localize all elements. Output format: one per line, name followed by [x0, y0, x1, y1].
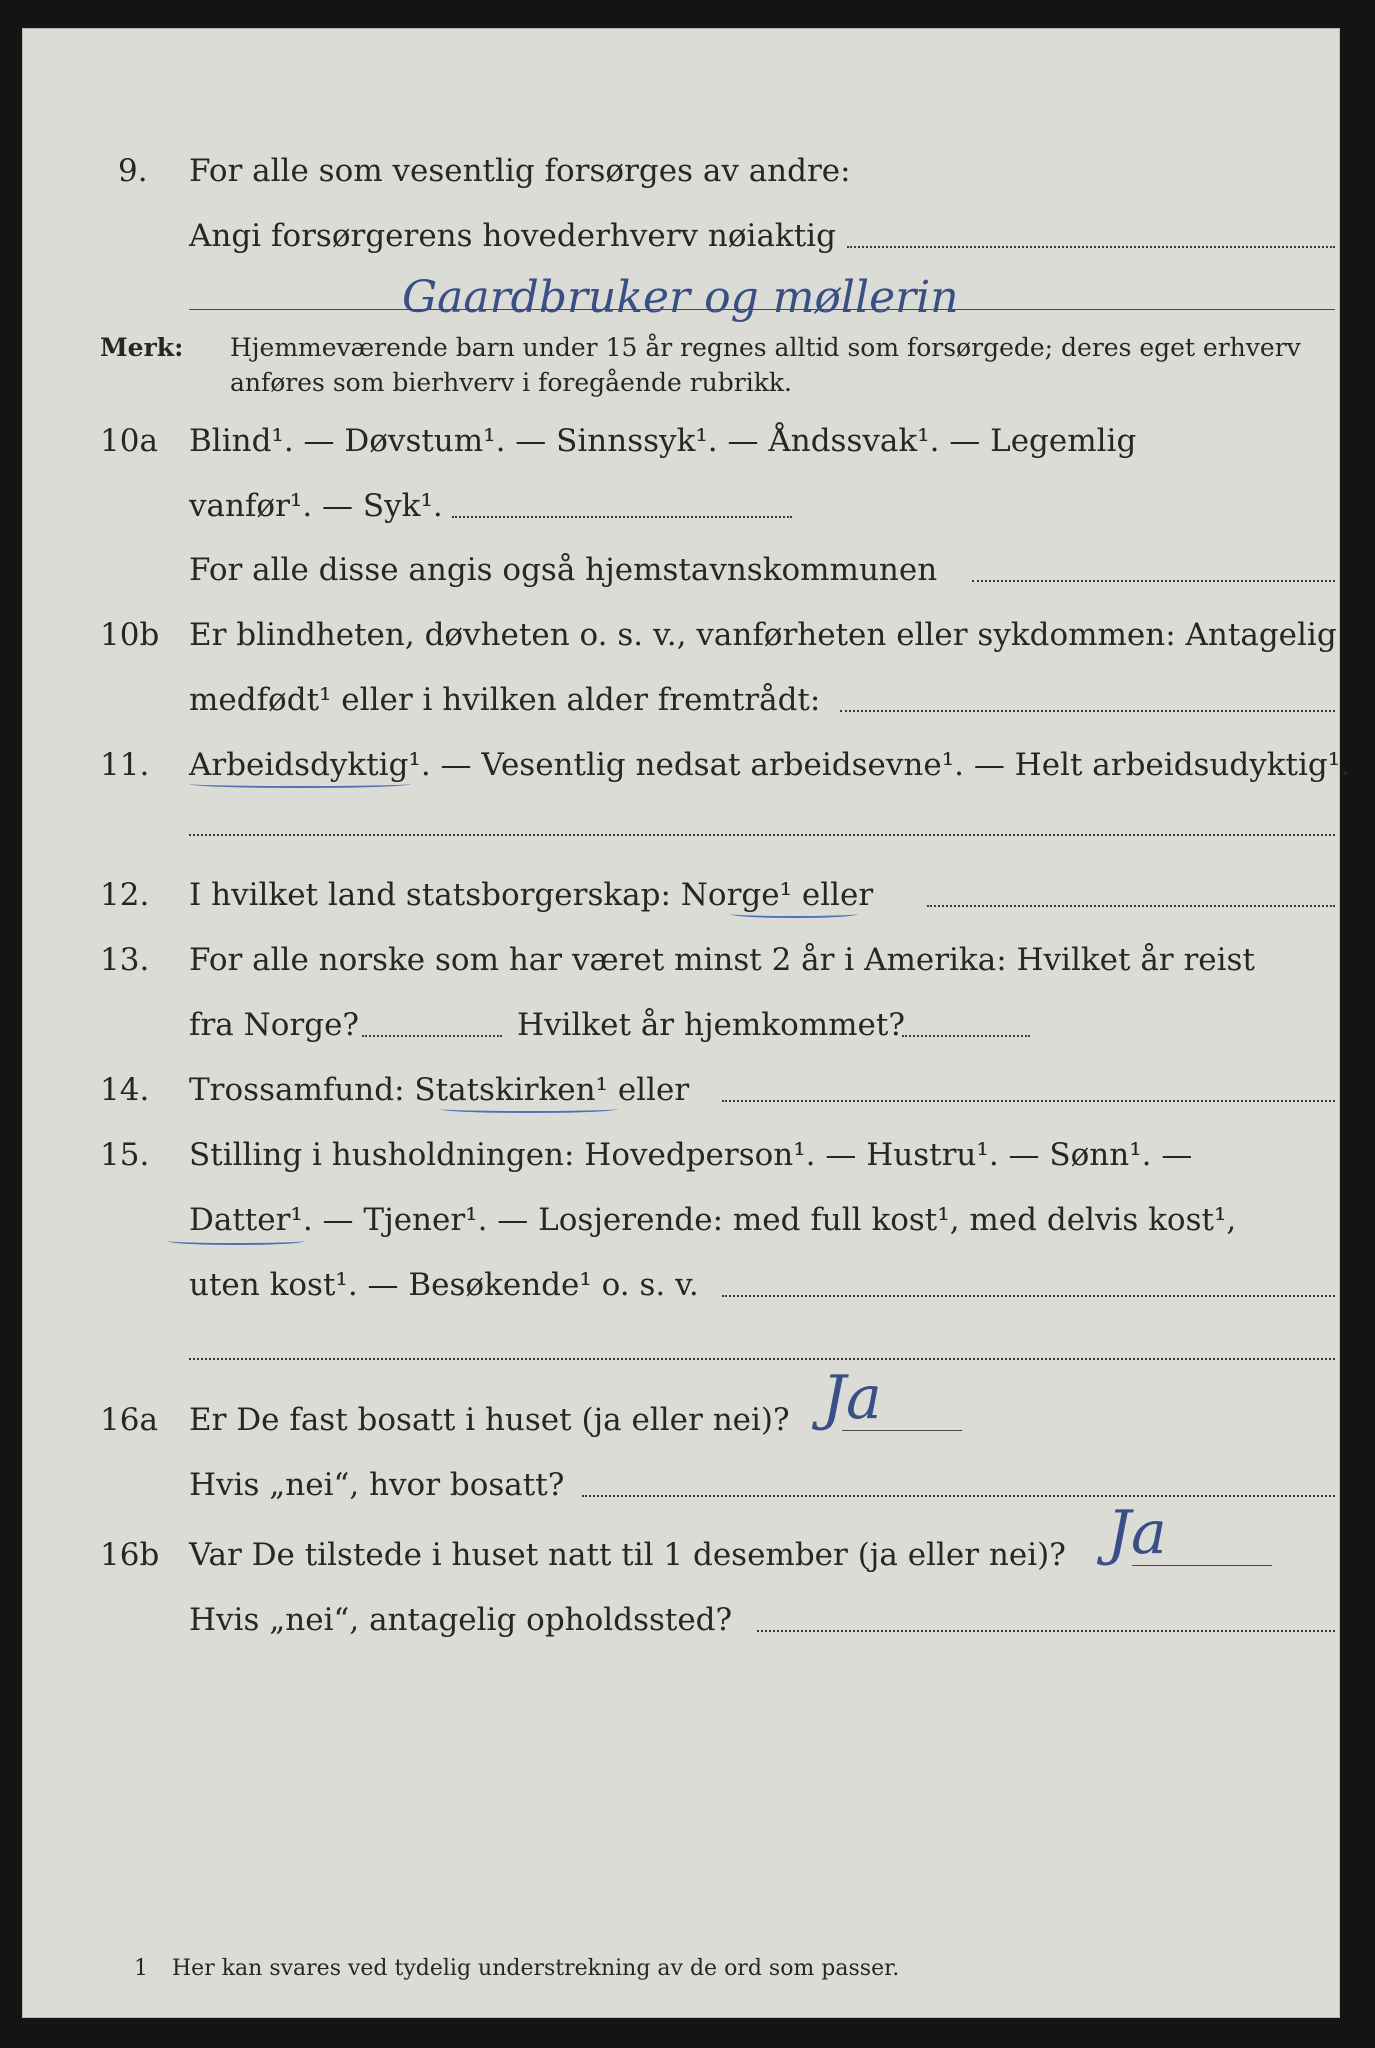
footnote-text: Her kan svares ved tydelig understrekning av de ord som passer. — [172, 1956, 900, 1981]
answer-dotted-line — [847, 246, 1335, 248]
q12-number: 12. — [100, 877, 150, 913]
arbeidsdyktig-underline — [189, 780, 411, 788]
census-form-page — [22, 28, 1351, 2018]
q12-line1: I hvilket land statsborgerskap: Norge¹ eller — [189, 877, 874, 913]
answer-dotted-line — [722, 1100, 1335, 1102]
q9-question: For alle som vesentlig forsørges av andre: — [189, 153, 851, 189]
merk-label: Merk: — [100, 333, 184, 362]
answer-dotted-line — [927, 905, 1335, 907]
merk-note-line2: anføres som bierhverv i foregående rubrikk. — [230, 368, 792, 397]
q16a-line1: Er De fast bosatt i huset (ja eller nei)? — [189, 1402, 790, 1438]
answer-line — [842, 1430, 962, 1431]
q10a-number: 10a — [100, 423, 158, 459]
q14-line1: Trossamfund: Statskirken¹ eller — [189, 1072, 690, 1108]
q10a-line3: For alle disse angis også hjemstavnskommunen — [189, 552, 938, 588]
answer-dotted-line — [362, 1035, 502, 1037]
q16b-line1: Var De tilstede i huset natt til 1 desember (ja eller nei)? — [189, 1537, 1066, 1573]
q16a-handwritten-answer: Ja — [822, 1363, 882, 1433]
answer-dotted-line — [902, 1035, 1030, 1037]
q9-question-line2: Angi forsørgerens hovederhverv nøiaktig — [189, 218, 836, 254]
answer-dotted-line — [972, 580, 1335, 582]
q16b-handwritten-answer: Ja — [1107, 1498, 1167, 1568]
answer-line — [189, 309, 1335, 310]
q13-line1: For alle norske som har været minst 2 år i Amerika: Hvilket år reist — [189, 942, 1255, 978]
q16a-number: 16a — [100, 1402, 158, 1438]
q13-line2b: Hvilket år hjemkommet? — [517, 1007, 905, 1043]
q15-line3: uten kost¹. — Besøkende¹ o. s. v. — [189, 1267, 699, 1303]
q11-line1: Arbeidsdyktig¹. — Vesentlig nedsat arbeidsevne¹. — Helt arbeidsudyktig¹. — [189, 747, 1351, 783]
q16b-number: 16b — [100, 1537, 160, 1573]
q9-number: 9. — [118, 153, 148, 189]
answer-dotted-line — [757, 1630, 1335, 1632]
answer-dotted-line — [722, 1295, 1335, 1297]
footnote-mark: 1 — [134, 1956, 148, 1981]
q10b-line1: Er blindheten, døvheten o. s. v., vanførheten eller sykdommen: Antagelig — [189, 617, 1337, 653]
q15-line1: Stilling i husholdningen: Hovedperson¹. — Hustru¹. — Sønn¹. — — [189, 1137, 1193, 1173]
q10a-line2: vanfør¹. — Syk¹. — [189, 488, 443, 524]
answer-dotted-line — [840, 710, 1335, 712]
answer-dotted-line — [452, 516, 792, 518]
q10a-line1: Blind¹. — Døvstum¹. — Sinnssyk¹. — Åndssvak¹. — Legemlig — [189, 423, 1137, 459]
merk-note-line1: Hjemmeværende barn under 15 år regnes alltid som forsørgede; deres eget erhverv — [230, 333, 1301, 362]
answer-dotted-line — [582, 1495, 1335, 1497]
q10b-line2: medfødt¹ eller i hvilken alder fremtrådt: — [189, 682, 821, 718]
answer-dotted-line — [189, 834, 1335, 836]
norge-underline — [730, 910, 858, 918]
q9-handwritten-answer: Gaardbruker og møllerin — [402, 272, 959, 323]
q10b-number: 10b — [100, 617, 160, 653]
q15-number: 15. — [100, 1137, 150, 1173]
q16a-line2: Hvis „nei“, hvor bosatt? — [189, 1467, 565, 1503]
q16b-line2: Hvis „nei“, antagelig opholdssted? — [189, 1602, 733, 1638]
datter-underline — [167, 1237, 305, 1245]
answer-dotted-line — [189, 1358, 1335, 1360]
q15-line2: Datter¹. — Tjener¹. — Losjerende: med full kost¹, med delvis kost¹, — [189, 1202, 1237, 1238]
q13-line2a: fra Norge? — [189, 1007, 360, 1043]
q13-number: 13. — [100, 942, 150, 978]
q11-number: 11. — [100, 747, 150, 783]
statskirken-underline — [440, 1105, 618, 1113]
q14-number: 14. — [100, 1072, 150, 1108]
answer-line — [1132, 1565, 1272, 1566]
